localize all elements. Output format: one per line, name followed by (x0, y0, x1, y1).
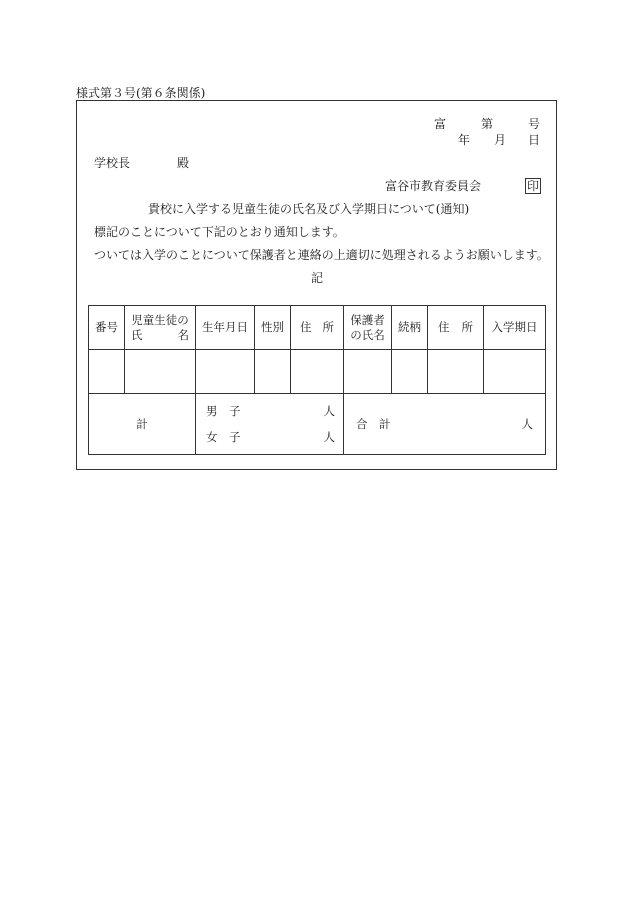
header-admission-date: 入学期日 (484, 306, 546, 350)
header-gender: 性別 (255, 306, 291, 350)
totals-label: 計 (89, 394, 196, 455)
student-table (88, 305, 546, 455)
cell-gender[interactable] (255, 350, 291, 394)
header-address-2-text: 住 所 (438, 320, 473, 335)
header-relationship: 続柄 (392, 306, 428, 350)
cell-guardian[interactable] (344, 350, 392, 394)
header-guardian-line1: 保護者 (350, 313, 385, 328)
date-day: 日 (528, 133, 541, 147)
header-guardian (344, 306, 392, 350)
doc-number-prefix: 富 (434, 117, 447, 131)
subject-line: 貴校に入学する児童生徒の氏名及び入学期日について(通知) (148, 202, 470, 216)
table-row (89, 350, 546, 394)
cell-student-name[interactable] (125, 350, 196, 394)
seal-mark (525, 178, 541, 194)
seal-box: 印 (527, 179, 540, 193)
doc-number-dai: 第 (481, 117, 494, 131)
cell-address-1[interactable] (291, 350, 344, 394)
cell-admission-date[interactable] (484, 350, 546, 394)
recipient-label: 学校長 (94, 156, 131, 170)
header-guardian-line2: の氏名 (350, 327, 385, 342)
header-address-1 (291, 306, 344, 350)
header-student-name (125, 306, 196, 350)
doc-number-go: 号 (528, 117, 541, 131)
totals-by-gender (196, 394, 344, 455)
totals-row (89, 394, 546, 455)
header-birthdate: 生年月日 (196, 306, 255, 350)
header-row (89, 306, 546, 350)
body-line-2: ついては入学のことについて保護者と連絡の上適切に処理されるようお願いします。 (94, 248, 549, 262)
form-number: 様式第３号(第６条関係) (76, 86, 206, 100)
grand-total: 合 計 人 (344, 394, 546, 455)
header-number: 番号 (89, 306, 125, 350)
female-total: 女 子 人 (206, 430, 335, 444)
header-student-name-line1: 児童生徒の (131, 313, 189, 328)
male-total: 男 子 人 (206, 403, 335, 418)
header-address-2 (428, 306, 484, 350)
recipient-honorific: 殿 (177, 156, 190, 170)
header-address-1-text: 住 所 (300, 320, 334, 335)
ki-heading: 記 (311, 271, 324, 285)
cell-number[interactable] (89, 350, 125, 394)
cell-birthdate[interactable] (196, 350, 255, 394)
header-student-name-line2: 氏 名 (131, 327, 189, 342)
body-line-1: 標記のことについて下記のとおり通知します。 (94, 225, 345, 239)
cell-address-2[interactable] (428, 350, 484, 394)
date-month: 月 (494, 133, 507, 147)
date-year: 年 (458, 133, 471, 147)
sender-name: 富谷市教育委員会 (385, 179, 482, 193)
cell-relationship[interactable] (392, 350, 428, 394)
